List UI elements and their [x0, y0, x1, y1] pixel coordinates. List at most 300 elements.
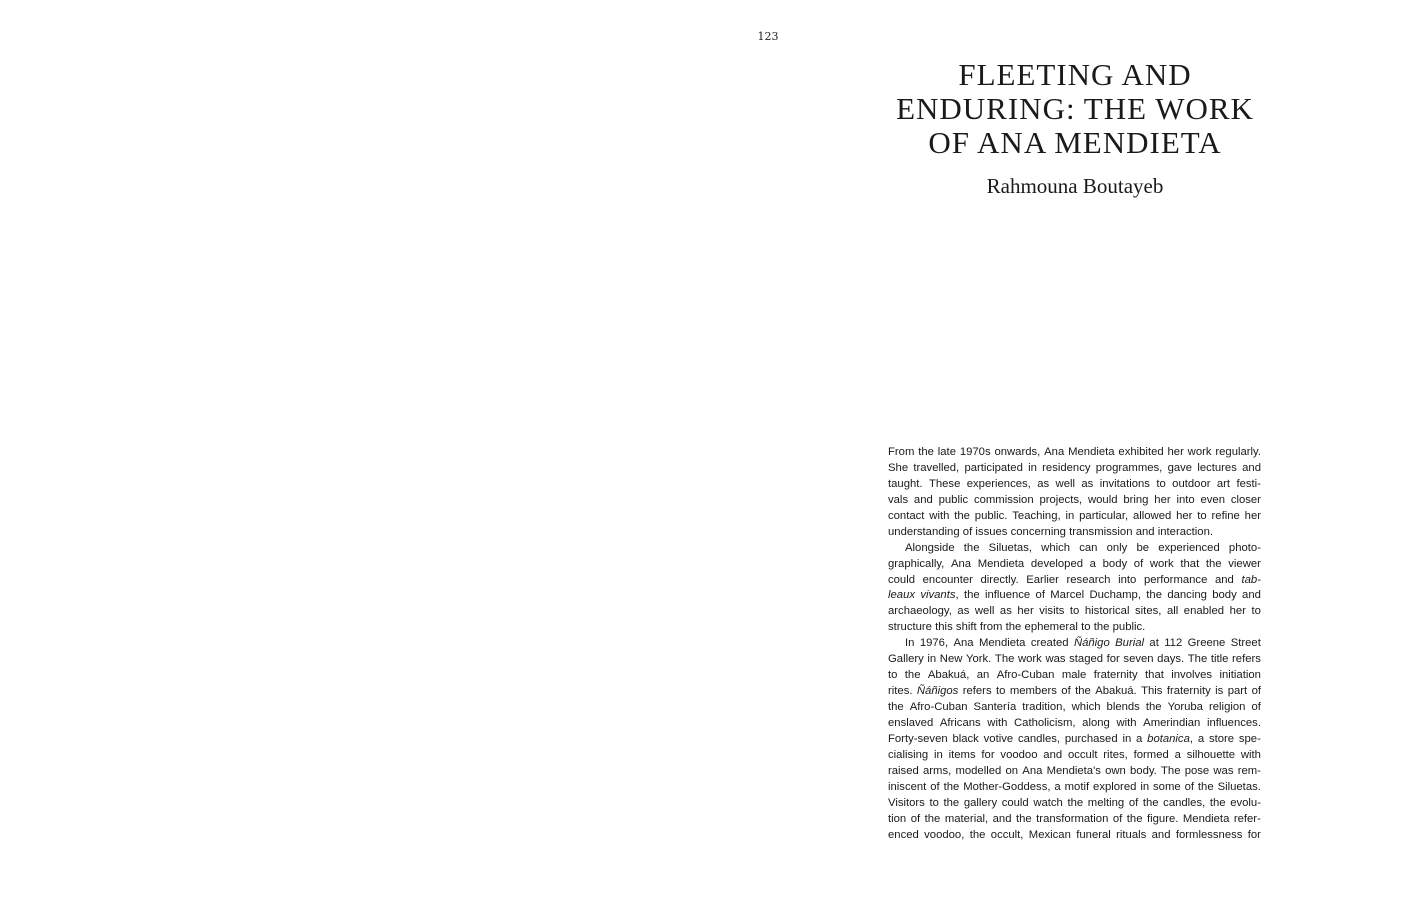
word: spe- — [1238, 732, 1261, 745]
word: ephemeral — [1024, 621, 1078, 634]
word: rites. — [888, 685, 913, 698]
word: iniscent — [888, 780, 927, 793]
word: Greene — [1187, 637, 1226, 650]
word: of — [1184, 780, 1194, 793]
text-line — [888, 668, 1261, 684]
word: to — [888, 669, 898, 682]
word: as — [1037, 477, 1050, 490]
word: from — [979, 621, 1003, 634]
word: the — [1145, 701, 1162, 713]
word: dancing — [1167, 589, 1207, 602]
word: an — [976, 669, 990, 682]
word: outdoor — [1172, 477, 1211, 490]
word: to — [996, 685, 1006, 698]
text-line — [888, 812, 1261, 828]
word: watch — [1033, 796, 1063, 809]
text-line — [888, 796, 1261, 812]
body-text — [888, 445, 1261, 843]
word: rites, — [1103, 748, 1128, 761]
word: seven — [1123, 653, 1154, 666]
word: public. — [1112, 621, 1146, 634]
text-line — [888, 493, 1261, 509]
word: material, — [944, 812, 989, 825]
italic-word: botanica — [1147, 732, 1190, 745]
word: rem- — [1237, 764, 1261, 777]
word: structure — [888, 621, 932, 634]
word — [1241, 573, 1260, 589]
word: created — [1030, 637, 1069, 650]
word: into — [1118, 573, 1137, 586]
word: initiation — [1219, 669, 1261, 682]
word: and — [1151, 828, 1171, 841]
word: along — [1082, 716, 1110, 729]
word: this — [935, 621, 953, 634]
word: as — [1081, 477, 1094, 490]
text-line — [888, 748, 1261, 764]
word: art — [1216, 477, 1231, 490]
text-line — [888, 525, 1261, 541]
word: historical — [1084, 605, 1130, 618]
word: blends — [1106, 701, 1140, 713]
word: Ana — [1044, 446, 1065, 458]
word: projects, — [1039, 493, 1083, 506]
italic-word: Ñáñigos — [916, 685, 959, 698]
word: silhouette — [1186, 748, 1236, 761]
word: Earlier — [1026, 573, 1059, 586]
word: with — [929, 509, 950, 522]
word: 1976, — [919, 637, 949, 650]
word: work — [1017, 653, 1042, 666]
title-line: OF ANA MENDIETA — [928, 125, 1222, 160]
text-line — [888, 461, 1261, 477]
word: the — [1142, 796, 1159, 809]
text-line — [888, 604, 1261, 620]
word: programmes, — [1095, 461, 1163, 474]
word: in — [1065, 509, 1075, 522]
word: fraternity — [1166, 685, 1211, 698]
word: items — [948, 748, 976, 761]
word: lectures — [1197, 461, 1237, 474]
author-name: Rahmouna Boutayeb — [986, 174, 1164, 198]
word: the — [943, 796, 960, 809]
word: issues — [975, 525, 1008, 538]
word: that — [1180, 557, 1200, 570]
word: and — [1043, 748, 1063, 761]
word: gallery — [963, 796, 998, 809]
word: performance — [1143, 573, 1208, 586]
text-line — [888, 764, 1261, 780]
word: could — [888, 573, 916, 586]
word: to — [1069, 605, 1080, 618]
word: voodoo — [1000, 748, 1038, 761]
word: which — [1071, 701, 1101, 713]
word: particular, — [1079, 509, 1129, 522]
word: Africans — [939, 716, 981, 729]
word: religion — [1209, 701, 1246, 713]
word: the — [954, 509, 970, 522]
word: for — [1106, 653, 1120, 666]
word: archaeology, — [888, 605, 952, 618]
word: melting — [1087, 796, 1125, 809]
word: the — [1015, 812, 1032, 825]
text-line — [888, 620, 1261, 636]
word: Afro-Cuban — [909, 701, 968, 713]
word: closer — [1230, 493, 1261, 506]
word: voodoo, — [924, 828, 965, 841]
word: refers — [962, 685, 992, 698]
word: can — [1079, 541, 1098, 554]
word: the — [1067, 796, 1084, 809]
word: Amerindian — [1143, 716, 1201, 729]
word: Afro-Cuban — [996, 669, 1055, 682]
word: Mendieta — [1182, 812, 1230, 825]
word: occult — [1067, 748, 1098, 761]
italic-word: Burial — [1115, 637, 1145, 650]
word: purchased — [1064, 732, 1118, 745]
word: a — [1136, 732, 1143, 745]
word: Mother-Goddess, — [963, 780, 1051, 793]
word: and — [913, 493, 933, 506]
word: vivants, — [920, 588, 958, 604]
word: all — [1166, 605, 1179, 618]
word: tion — [888, 812, 907, 825]
word: the — [924, 812, 941, 825]
word: of — [1061, 685, 1071, 698]
word: and — [1242, 461, 1261, 474]
word: of — [910, 812, 921, 825]
word: to — [1197, 509, 1207, 522]
word: research — [1066, 573, 1111, 586]
word: Street — [1230, 637, 1261, 650]
word: male — [1061, 669, 1087, 682]
word: public. — [974, 509, 1008, 522]
word: in — [1028, 461, 1037, 474]
word: with — [1240, 748, 1261, 761]
word: experiences, — [966, 477, 1031, 490]
word: raised — [888, 764, 919, 777]
word: concerning — [1010, 525, 1066, 538]
word: The — [1161, 764, 1181, 777]
word: visits — [1039, 605, 1065, 618]
text-line — [888, 541, 1261, 557]
word: of — [1251, 685, 1261, 698]
word: the — [1075, 685, 1091, 698]
word: The — [1187, 653, 1208, 666]
word: to — [1081, 621, 1091, 634]
word: Mendieta — [978, 637, 1026, 650]
word: figure. — [1146, 812, 1179, 825]
word: a — [1089, 557, 1096, 570]
word: sites, — [1135, 605, 1162, 618]
word: the — [963, 541, 980, 554]
word: She — [888, 461, 909, 474]
word — [917, 684, 958, 700]
word: in — [934, 748, 943, 761]
text-line — [888, 732, 1261, 748]
word: the — [963, 589, 980, 602]
word: for — [981, 748, 995, 761]
word: the — [1093, 621, 1110, 634]
word: From — [888, 446, 915, 458]
word: transmission — [1069, 525, 1133, 538]
word: refers — [1232, 653, 1261, 666]
word: of — [1128, 796, 1139, 809]
word: Gallery — [888, 653, 924, 666]
word: the — [1146, 589, 1163, 602]
word: is — [1215, 685, 1224, 698]
word: rituals — [1116, 828, 1147, 841]
word: onwards, — [994, 446, 1041, 458]
word: body — [1212, 589, 1237, 602]
word: as — [999, 605, 1012, 618]
word: Siluetas. — [1217, 780, 1261, 793]
word: graphically, — [888, 557, 945, 570]
word: Mendieta — [977, 557, 1025, 570]
word: only — [1106, 541, 1128, 554]
word: motif — [1064, 780, 1090, 793]
word: own — [1105, 764, 1126, 777]
word: the — [1005, 621, 1022, 634]
word: her — [1154, 493, 1171, 506]
word: Mexican — [1028, 828, 1071, 841]
word: the — [1209, 796, 1226, 809]
word: New — [939, 653, 963, 666]
word: in — [927, 653, 937, 666]
word: could — [1001, 796, 1029, 809]
word: and — [992, 812, 1012, 825]
word: with — [987, 716, 1008, 729]
word: the — [904, 669, 921, 682]
word: bring — [1123, 493, 1149, 506]
word: shift — [955, 621, 977, 634]
word: taught. — [888, 477, 923, 490]
word: which — [1041, 541, 1071, 554]
word: of — [1112, 812, 1123, 825]
word: the — [918, 446, 934, 458]
text-line — [888, 780, 1261, 796]
word: at — [1149, 637, 1159, 650]
word: to — [1251, 605, 1261, 618]
word: was — [1045, 653, 1066, 666]
word: The — [994, 653, 1015, 666]
word: This — [1141, 685, 1163, 698]
word: developed — [1030, 557, 1084, 570]
word: Teaching, — [1012, 509, 1061, 522]
word: Abakuá, — [927, 669, 970, 682]
word: viewer — [1228, 557, 1261, 570]
word: a — [1054, 780, 1061, 793]
word: regularly. — [1215, 446, 1261, 458]
word: transformation — [1036, 812, 1109, 825]
word: Ana — [1022, 764, 1043, 777]
word: evolu- — [1230, 796, 1261, 809]
word: and — [1242, 589, 1261, 602]
word: the — [1205, 557, 1222, 570]
word — [1115, 636, 1144, 652]
word: would — [1087, 493, 1118, 506]
word: in — [1140, 780, 1150, 793]
word: enslaved — [888, 716, 934, 729]
word: on — [1005, 764, 1019, 777]
word: These — [928, 477, 961, 490]
word: allowed — [1132, 509, 1172, 522]
word: vals — [888, 493, 909, 506]
word: of — [1133, 557, 1144, 570]
word: Alongside — [905, 541, 955, 554]
word: public — [938, 493, 969, 506]
word: Abakuá. — [1095, 685, 1137, 698]
word: candles, — [1017, 732, 1061, 745]
word: influences. — [1206, 716, 1261, 729]
word: experienced — [1158, 541, 1220, 554]
word: to — [929, 796, 939, 809]
word: formlessness — [1175, 828, 1243, 841]
word: well — [974, 605, 995, 618]
italic-word: vivants — [920, 589, 956, 602]
word: for — [1247, 828, 1261, 841]
word: Siluetas, — [988, 541, 1032, 554]
text-line — [888, 557, 1261, 573]
page-number: 123 — [757, 30, 779, 43]
word: modelled — [955, 764, 1002, 777]
word: of — [930, 780, 940, 793]
word: Yoruba — [1167, 701, 1203, 713]
word: understanding — [888, 525, 960, 538]
word: the — [969, 828, 986, 841]
word: of — [1251, 701, 1261, 713]
title-line: ENDURING: THE WORK — [896, 91, 1254, 126]
word: influence — [984, 589, 1031, 602]
text-line — [888, 636, 1261, 652]
word: and — [1214, 573, 1234, 586]
word: the — [943, 780, 960, 793]
word: votive — [983, 732, 1014, 745]
word: as — [957, 605, 970, 618]
text-line — [888, 588, 1261, 604]
word: involves — [1171, 669, 1213, 682]
word: black — [952, 732, 979, 745]
italic-word: tab- — [1241, 573, 1261, 586]
word: arms, — [922, 764, 952, 777]
word: the — [888, 701, 904, 713]
word: body. — [1130, 764, 1157, 777]
word: days. — [1157, 653, 1185, 666]
text-line — [888, 445, 1261, 461]
word: Ana — [950, 557, 972, 570]
word: refine — [1211, 509, 1240, 522]
word: photo- — [1228, 541, 1261, 554]
text-line — [888, 477, 1261, 493]
word: title — [1210, 653, 1229, 666]
word: part — [1227, 685, 1248, 698]
word: a — [1197, 732, 1205, 745]
text-line — [888, 716, 1261, 732]
word: of — [1035, 589, 1045, 602]
word: funeral — [1076, 828, 1111, 841]
word: occult, — [990, 828, 1024, 841]
word: body — [1102, 557, 1128, 570]
word: enabled — [1183, 605, 1225, 618]
word: explored — [1093, 780, 1137, 793]
italic-word: leaux — [888, 589, 916, 602]
word: late — [937, 446, 956, 458]
word: be — [1136, 541, 1150, 554]
word: Santería — [973, 701, 1017, 713]
text-line — [888, 828, 1261, 844]
word: candles, — [1163, 796, 1206, 809]
word: refer- — [1233, 812, 1261, 825]
word: the — [1197, 780, 1214, 793]
word: some — [1153, 780, 1181, 793]
chapter-title — [880, 58, 1270, 160]
word: Mendieta — [1068, 446, 1115, 458]
word: 1970s — [959, 446, 991, 458]
word: Duchamp, — [1089, 589, 1141, 602]
word: residency — [1042, 461, 1091, 474]
word: Ana — [953, 637, 974, 650]
word: travelled, — [913, 461, 960, 474]
word: fraternity — [1093, 669, 1138, 682]
word: work — [1187, 446, 1212, 458]
word: into — [1176, 493, 1195, 506]
word: festi- — [1236, 477, 1261, 490]
word: contact — [888, 509, 925, 522]
word: invitations — [1099, 477, 1150, 490]
word: to — [1156, 477, 1166, 490]
text-line — [888, 700, 1261, 716]
word: her — [1017, 605, 1034, 618]
word: pose — [1184, 764, 1210, 777]
word: and — [1135, 525, 1155, 538]
word: formed — [1133, 748, 1169, 761]
word: cialising — [888, 748, 929, 761]
word: Catholicism, — [1014, 716, 1076, 729]
word: work — [1149, 557, 1174, 570]
word: Mendieta's — [1046, 764, 1101, 777]
text-line — [888, 652, 1261, 668]
italic-word: Ñáñigo — [1073, 637, 1110, 650]
word: encounter — [922, 573, 973, 586]
word — [1074, 636, 1110, 652]
word: a — [1174, 748, 1181, 761]
word: her — [1244, 509, 1261, 522]
word: participated — [964, 461, 1023, 474]
word: York. — [965, 653, 992, 666]
word: her — [1229, 605, 1246, 618]
word: botanica, — [1147, 732, 1193, 748]
text-line — [888, 684, 1261, 700]
word: exhibited — [1118, 446, 1164, 458]
word: even — [1200, 493, 1225, 506]
word: Visitors — [888, 796, 925, 809]
word: store — [1208, 732, 1235, 745]
word: of — [962, 525, 973, 538]
text-line — [888, 573, 1261, 589]
word: that — [1145, 669, 1164, 682]
text-line — [888, 509, 1261, 525]
word: members — [1009, 685, 1057, 698]
word: her — [1167, 446, 1184, 458]
word: Forty-seven — [888, 732, 948, 745]
word: tradition, — [1022, 701, 1066, 713]
word: was — [1213, 764, 1234, 777]
word — [888, 588, 915, 604]
word: directly. — [980, 573, 1019, 586]
word: her — [1176, 509, 1193, 522]
word: Marcel — [1050, 589, 1085, 602]
word: enced — [888, 828, 919, 841]
word: with — [1116, 716, 1137, 729]
